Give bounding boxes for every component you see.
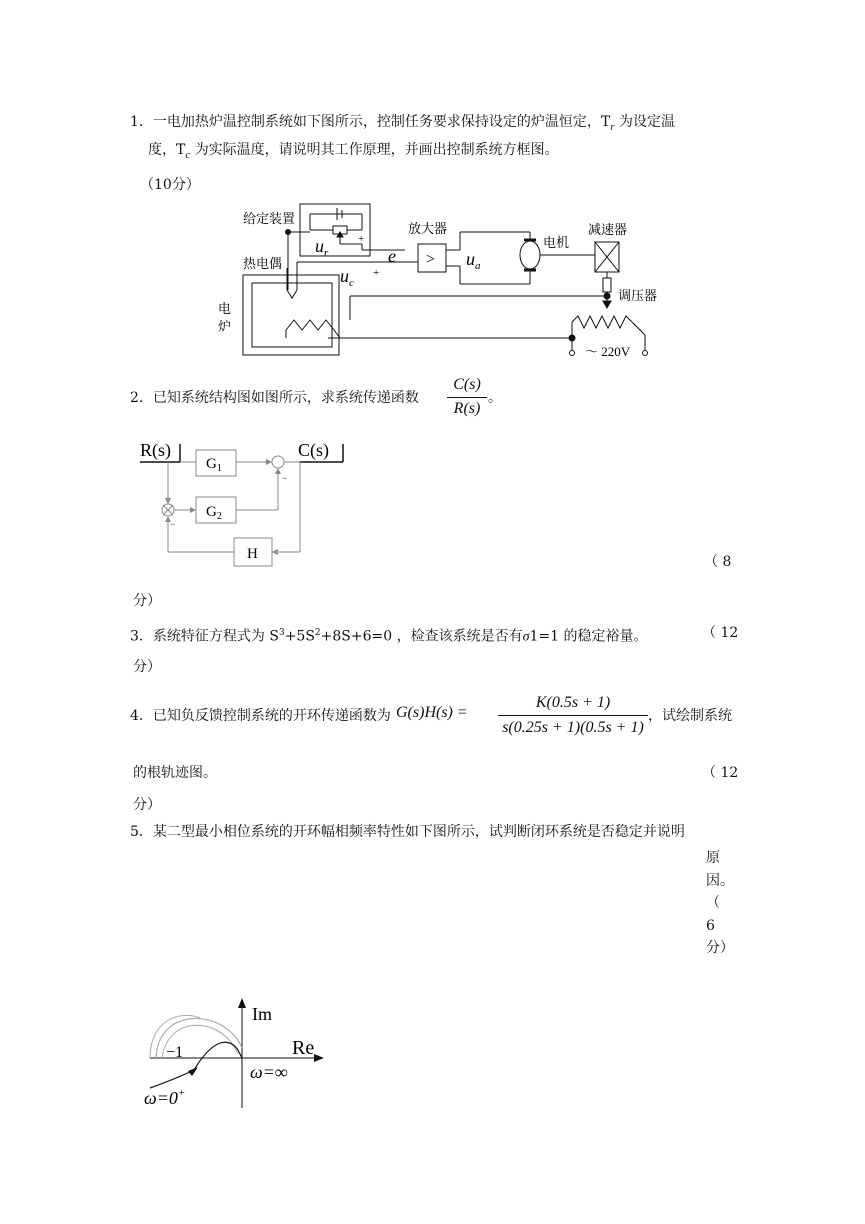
h-label: H — [247, 546, 258, 562]
power-label: ～ 220V — [585, 344, 631, 359]
reducer-label: 减速器 — [588, 223, 628, 238]
uc-label: $u_c$ — [340, 266, 354, 289]
q2-end: 。 — [488, 390, 502, 406]
q5-col-3: 6 — [706, 918, 715, 934]
q5-text: 5．某二型最小相位系统的开环幅相频率特性如下图所示，试判断闭环系统是否稳定并说明 — [130, 824, 685, 840]
furnace-label-2: 炉 — [218, 320, 232, 335]
q5-col-4: 分） — [706, 940, 734, 956]
q4-text: 4．已知负反馈控制系统的开环传递函数为 — [130, 708, 391, 724]
q1-text-line2: 度，$T_c$ 为实际温度，请说明其工作原理，并画出控制系统方框图。 — [148, 142, 559, 161]
setter-label: 给定装置 — [243, 212, 296, 227]
q4-end: ，试绘制系统 — [648, 708, 732, 724]
ua-label: $u_a$ — [466, 249, 481, 272]
motor-label: 电机 — [543, 236, 570, 251]
q1-sub-r: r — [610, 120, 615, 133]
omega-zero-label: ω=0+ — [144, 1087, 186, 1108]
q4-points-a: （ 12 — [702, 765, 739, 781]
r-input-label: R(s) — [140, 440, 171, 460]
re-label: Re — [292, 1037, 315, 1059]
plus-sign-2: + — [373, 267, 380, 279]
error-label: e — [388, 246, 396, 266]
q5-col-0: 原 — [706, 850, 720, 866]
minus-sign-1: − — [282, 473, 288, 483]
q3-points-b: 分） — [133, 659, 161, 675]
q3-points-a: （ 12 — [702, 625, 739, 641]
q4-points-b: 分） — [133, 797, 161, 813]
q2-frac-den: R(s) — [453, 400, 481, 417]
g1-label: $G_1$ — [206, 456, 222, 474]
omega-infinity-label: ω=∞ — [250, 1062, 288, 1082]
g2-label: $G_2$ — [206, 504, 222, 522]
q5-col-2: （ — [706, 895, 720, 911]
q4-lhs: G(s)H(s) = — [396, 704, 468, 721]
q2-text: 2．已知系统结构图如图所示，求系统传递函数 — [130, 390, 419, 406]
thermocouple-label: 热电偶 — [243, 257, 283, 272]
q2-points-b: 分） — [133, 593, 161, 609]
amplifier-symbol: > — [426, 251, 436, 268]
im-label: Im — [252, 1004, 272, 1024]
minus-sign-2: − — [170, 519, 176, 529]
plus-sign-1: + — [358, 233, 365, 245]
ur-label: $u_r$ — [315, 236, 329, 259]
regulator-label: 调压器 — [618, 289, 658, 304]
furnace-label-1: 电 — [218, 302, 232, 317]
amplifier-label: 放大器 — [408, 222, 448, 237]
q4-line2: 的根轨迹图。 — [133, 765, 217, 781]
q2-points-a: （ 8 — [704, 554, 732, 570]
q2-frac-num: C(s) — [453, 376, 481, 393]
c-output-label: C(s) — [298, 440, 329, 460]
q3-text: 3．系统特征方程式为 $S^3+5S^2+8S+6=0$ ，检查该系统是否有σ1=1 的稳定裕量。 — [130, 628, 648, 645]
q5-col-1: 因。 — [706, 873, 734, 889]
q4-frac-num: K(0.5s + 1) — [535, 694, 611, 711]
minus-one-label: −1 — [166, 1044, 184, 1061]
q1-sub-c: c — [185, 148, 191, 161]
q4-frac-den: s(0.25s + 1)(0.5s + 1) — [502, 719, 644, 736]
q1-text-line1: 1．一电加热炉温控制系统如下图所示，控制任务要求保持设定的炉温恒定，$T_r$ 为设定温 — [130, 114, 675, 133]
q1-points: （10分） — [140, 177, 200, 193]
